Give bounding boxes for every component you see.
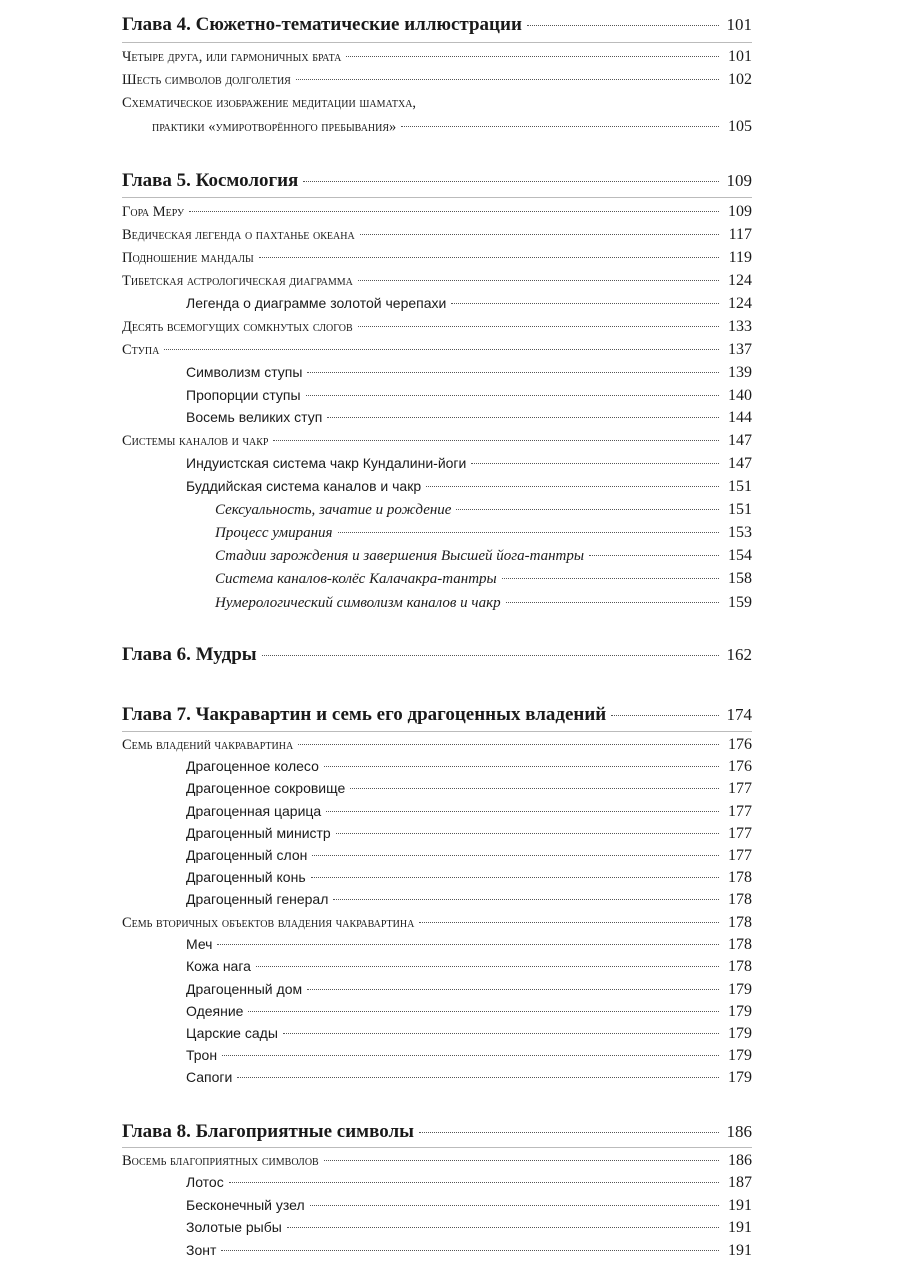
leader-dots	[256, 966, 719, 967]
leader-dots	[189, 211, 719, 212]
entry-title: Одеяние	[186, 1003, 244, 1019]
leader-dots	[350, 788, 719, 789]
page-number: 177	[728, 825, 752, 842]
chapter-7-entry[interactable]	[122, 704, 752, 726]
page-number: 144	[728, 409, 752, 426]
entry-title: Семь владений чакравартина	[122, 737, 294, 753]
leader-dots	[333, 899, 719, 900]
leader-dots	[259, 257, 719, 258]
toc-subentry[interactable]	[186, 1197, 752, 1215]
page-number: 119	[728, 249, 752, 266]
toc-subsubentry[interactable]	[215, 594, 752, 612]
chapter-8-entry[interactable]	[122, 1121, 752, 1143]
page-number: 117	[728, 226, 752, 243]
leader-dots	[358, 326, 719, 327]
toc-entry[interactable]	[122, 272, 752, 290]
page-number: 151	[728, 478, 752, 495]
toc-subentry[interactable]	[186, 1242, 752, 1260]
entry-title: Драгоценное колесо	[186, 758, 319, 774]
toc-entry[interactable]	[122, 341, 752, 359]
page-number: 179	[728, 1025, 752, 1042]
toc-entry[interactable]	[122, 203, 752, 221]
leader-dots	[312, 855, 719, 856]
leader-dots	[360, 234, 719, 235]
entry-title: Тибетская астрологическая диаграмма	[122, 273, 353, 289]
entry-title: Буддийская система каналов и чакр	[186, 478, 422, 494]
leader-dots	[419, 1132, 719, 1133]
chapter-4-entry[interactable]	[122, 14, 752, 36]
leader-dots	[324, 1160, 719, 1161]
leader-dots	[237, 1077, 719, 1078]
page-number: 109	[726, 171, 752, 190]
leader-dots	[164, 349, 719, 350]
leader-dots	[287, 1227, 719, 1228]
toc-subentry[interactable]	[186, 1174, 752, 1192]
toc-subentry[interactable]	[186, 981, 752, 999]
entry-title: Шесть символов долголетия	[122, 72, 291, 88]
leader-dots	[229, 1182, 719, 1183]
leader-dots	[283, 1033, 719, 1034]
toc-entry[interactable]	[122, 318, 752, 336]
leader-dots	[296, 79, 719, 80]
page-number: 179	[728, 981, 752, 998]
leader-dots	[336, 833, 719, 834]
leader-dots	[611, 715, 719, 716]
page-number: 124	[728, 295, 752, 312]
toc-subentry[interactable]	[186, 780, 752, 798]
page-number: 133	[728, 318, 752, 335]
toc-subentry[interactable]	[186, 958, 752, 976]
toc-subentry[interactable]	[186, 936, 752, 954]
toc-entry[interactable]	[122, 914, 752, 932]
page-number: 147	[728, 432, 752, 449]
page-number: 177	[728, 803, 752, 820]
page-number: 153	[728, 524, 752, 541]
entry-title: практики «умиротворённого пребывания»	[152, 119, 397, 135]
page-number: 159	[728, 594, 752, 611]
toc-subentry[interactable]	[186, 891, 752, 909]
page-number: 102	[728, 71, 752, 88]
page-number: 187	[728, 1174, 752, 1191]
page-number: 179	[728, 1003, 752, 1020]
toc-subentry[interactable]	[186, 364, 752, 382]
chapter-title: Глава 4. Сюжетно-тематические иллюстрации	[122, 14, 522, 35]
entry-title: Символизм ступы	[186, 364, 303, 380]
entry-title: Сапоги	[186, 1069, 233, 1085]
entry-title: Меч	[186, 936, 213, 952]
toc-subsubentry[interactable]	[215, 547, 752, 565]
toc-subentry[interactable]	[186, 758, 752, 776]
leader-dots	[307, 989, 719, 990]
leader-dots	[506, 602, 719, 603]
entry-title: Драгоценный слон	[186, 847, 308, 863]
toc-subentry[interactable]	[186, 409, 752, 427]
leader-dots	[346, 56, 719, 57]
entry-title: Ведическая легенда о пахтанье океана	[122, 227, 355, 243]
toc-subentry[interactable]	[186, 478, 752, 496]
leader-dots	[310, 1205, 719, 1206]
entry-title: Гора Меру	[122, 204, 185, 220]
toc-subsubentry[interactable]	[215, 501, 752, 519]
leader-dots	[324, 766, 719, 767]
toc-subentry[interactable]	[186, 455, 752, 473]
page-number: 174	[726, 705, 752, 724]
entry-title: Драгоценный министр	[186, 825, 331, 841]
toc-subentry[interactable]	[186, 825, 752, 843]
page-number: 191	[728, 1197, 752, 1214]
toc-subsubentry[interactable]	[215, 524, 752, 542]
entry-title: Легенда о диаграмме золотой черепахи	[186, 295, 447, 311]
page-number: 178	[728, 958, 752, 975]
page-number: 176	[728, 758, 752, 775]
entry-title: Зонт	[186, 1242, 217, 1258]
toc-entry[interactable]	[122, 226, 752, 244]
page-number: 151	[728, 501, 752, 518]
entry-title: Восемь великих ступ	[186, 409, 323, 425]
toc-entry[interactable]	[122, 432, 752, 450]
leader-dots	[426, 486, 719, 487]
page-number: 140	[728, 387, 752, 404]
page-number: 154	[728, 547, 752, 564]
entry-title: Нумерологический символизм каналов и чакр	[215, 595, 501, 611]
page-number: 177	[728, 847, 752, 864]
entry-title: Драгоценный генерал	[186, 891, 329, 907]
page-number: 124	[728, 272, 752, 289]
leader-dots	[221, 1250, 719, 1251]
entry-title: Четыре друга, или гармоничных брата	[122, 49, 342, 65]
entry-title: Лотос	[186, 1174, 224, 1190]
leader-dots	[456, 509, 719, 510]
page-number: 191	[728, 1242, 752, 1259]
leader-dots	[338, 532, 719, 533]
page-number: 191	[728, 1219, 752, 1236]
toc-subentry[interactable]	[186, 803, 752, 821]
leader-dots	[419, 922, 719, 923]
entry-title: Ступа	[122, 342, 160, 358]
toc-subentry[interactable]	[186, 847, 752, 865]
leader-dots	[217, 944, 719, 945]
entry-title: Бесконечный узел	[186, 1197, 305, 1213]
page-number: 101	[726, 15, 752, 34]
page-number: 101	[728, 48, 752, 65]
entry-title: Системы каналов и чакр	[122, 433, 269, 449]
page-number: 109	[728, 203, 752, 220]
leader-dots	[327, 417, 719, 418]
chapter-divider	[122, 731, 752, 732]
entry-title: Трон	[186, 1047, 218, 1063]
toc-entry[interactable]	[122, 71, 752, 89]
leader-dots	[527, 25, 719, 26]
leader-dots	[358, 280, 719, 281]
page-number: 178	[728, 891, 752, 908]
leader-dots	[502, 578, 719, 579]
leader-dots	[303, 181, 719, 182]
leader-dots	[298, 744, 719, 745]
leader-dots	[307, 372, 719, 373]
toc-entry[interactable]	[122, 736, 752, 754]
page-number: 139	[728, 364, 752, 381]
chapter-divider	[122, 197, 752, 198]
page-number: 178	[728, 869, 752, 886]
entry-title: Система каналов-колёс Калачакра-тантры	[215, 571, 497, 587]
entry-title: Стадии зарождения и завершения Высшей йога-тантры	[215, 548, 585, 564]
toc-subentry[interactable]	[186, 1069, 752, 1087]
toc-subentry[interactable]	[186, 1047, 752, 1065]
leader-dots	[222, 1055, 719, 1056]
page-number: 176	[728, 736, 752, 753]
chapter-5-entry[interactable]	[122, 170, 752, 192]
page-number: 186	[728, 1152, 752, 1169]
entry-title: Драгоценное сокровище	[186, 780, 346, 796]
chapter-title: Глава 8. Благоприятные символы	[122, 1121, 414, 1142]
chapter-title: Глава 6. Мудры	[122, 644, 257, 665]
entry-title: Драгоценная царица	[186, 803, 322, 819]
chapter-title: Глава 5. Космология	[122, 170, 299, 191]
chapter-divider	[122, 42, 752, 43]
entry-title-line1: Схематическое изображение медитации шаматха,	[122, 95, 417, 111]
leader-dots	[248, 1011, 719, 1012]
leader-dots	[589, 555, 719, 556]
toc-entry[interactable]	[122, 48, 752, 66]
page-number: 137	[728, 341, 752, 358]
page-number: 179	[728, 1069, 752, 1086]
entry-title: Драгоценный дом	[186, 981, 303, 997]
chapter-divider	[122, 1147, 752, 1148]
entry-title: Семь вторичных объектов владения чакравартина	[122, 915, 415, 931]
leader-dots	[273, 440, 719, 441]
entry-title: Процесс умирания	[215, 525, 333, 541]
toc-entry[interactable]	[122, 249, 752, 267]
leader-dots	[306, 395, 719, 396]
page-number: 179	[728, 1047, 752, 1064]
toc-entry[interactable]	[152, 118, 752, 136]
page-number: 147	[728, 455, 752, 472]
leader-dots	[311, 877, 719, 878]
toc-subentry[interactable]	[186, 1025, 752, 1043]
entry-title: Пропорции ступы	[186, 387, 301, 403]
entry-title: Десять всемогущих сомкнутых слогов	[122, 319, 353, 335]
toc-entry[interactable]	[122, 1152, 752, 1170]
toc-subsubentry[interactable]	[215, 570, 752, 588]
entry-title: Восемь благоприятных символов	[122, 1153, 319, 1169]
page-number: 177	[728, 780, 752, 797]
leader-dots	[262, 655, 719, 656]
page-number: 186	[726, 1122, 752, 1141]
toc-subentry[interactable]	[186, 1003, 752, 1021]
toc-subentry[interactable]	[186, 387, 752, 405]
page-number: 105	[728, 118, 752, 135]
leader-dots	[471, 463, 719, 464]
entry-title: Драгоценный конь	[186, 869, 306, 885]
chapter-title: Глава 7. Чакравартин и семь его драгоценных владений	[122, 704, 607, 725]
leader-dots	[401, 126, 719, 127]
leader-dots	[326, 811, 719, 812]
page-number: 178	[728, 936, 752, 953]
toc-subentry[interactable]	[186, 295, 752, 313]
entry-title: Кожа нага	[186, 958, 251, 974]
entry-title: Подношение мандалы	[122, 250, 254, 266]
chapter-6-entry[interactable]	[122, 644, 752, 666]
page-number: 162	[726, 645, 752, 664]
entry-title: Сексуальность, зачатие и рождение	[215, 502, 452, 518]
page-number: 178	[728, 914, 752, 931]
entry-title: Индуистская система чакр Кундалини-йоги	[186, 455, 467, 471]
entry-title: Золотые рыбы	[186, 1219, 282, 1235]
page-number: 158	[728, 570, 752, 587]
leader-dots	[451, 303, 719, 304]
entry-title: Царские сады	[186, 1025, 278, 1041]
toc-subentry[interactable]	[186, 1219, 752, 1237]
toc-subentry[interactable]	[186, 869, 752, 887]
